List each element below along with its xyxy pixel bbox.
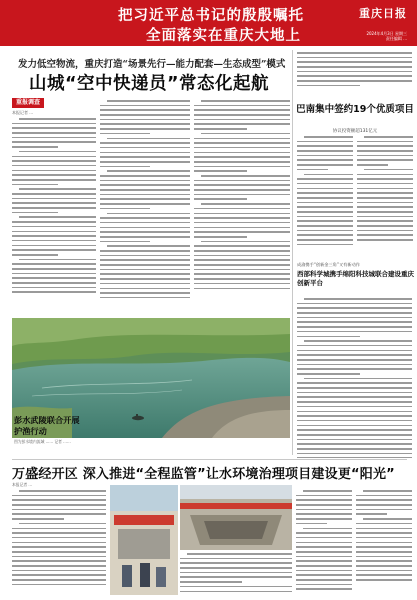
banner-slogan-line2: 全面落实在重庆大地上: [146, 27, 301, 44]
construction-site-image: [110, 485, 178, 595]
bottom-body-col-3: [296, 490, 352, 592]
right-body-a: [297, 136, 353, 258]
lead-body-col-2: [100, 100, 190, 314]
masthead-editor: 责任编辑 ...: [385, 36, 407, 41]
right-story2-headline: 西部科学城携手绵阳科技城联合建设重庆创新平台: [297, 270, 414, 287]
lead-body-col-3: [194, 100, 290, 314]
right-story2-tag: 成渝携手“创新金三角”又有新动作: [297, 262, 360, 267]
right-headline: 巴南集中签约19个优质项目: [296, 104, 414, 115]
right-body-b: [357, 136, 413, 258]
right-story2-body: [297, 298, 412, 458]
lead-headline: 山城“空中快递员”常态化起航: [28, 74, 269, 94]
masthead-logo: 重庆日报: [359, 7, 407, 20]
sidebar-headline: [14, 415, 84, 436]
lead-byline: 本报记者 ...: [12, 110, 34, 115]
trench-site-image: [180, 485, 292, 550]
top-banner: [0, 0, 417, 46]
lead-badge: 重报调查: [12, 98, 44, 108]
lead-kicker: 发力低空物流，重庆打造“场景先行—能力配套—生态成型”模式: [18, 59, 286, 70]
bottom-body-col-1: [12, 490, 106, 592]
section-divider: [12, 459, 407, 460]
bottom-body-col-4: [356, 490, 412, 592]
masthead: [359, 5, 407, 41]
banner-slogan-line1: 把习近平总书记的殷殷嘱托: [118, 7, 304, 24]
construction-photo-1: [110, 485, 178, 595]
column-divider: [292, 50, 293, 455]
right-subhead: 协议投资额超131亿元: [332, 129, 378, 134]
construction-photo-2: [180, 485, 292, 550]
bottom-headline: 万盛经开区 深入推进“全程监管”让水环境治理项目建设更“阳光”: [12, 467, 395, 482]
lead-body-col-1: [12, 118, 96, 314]
photo-caption: 图为彭水境内流域 …… 记者 ……: [14, 439, 71, 444]
right-top-text: [297, 52, 412, 100]
bottom-byline: 本报记者 ...: [12, 482, 33, 487]
sidebar-headline-text: 彭水武陵联合开展护渔行动: [14, 415, 80, 436]
masthead-date: 2024年4月3日 星期三: [366, 31, 407, 36]
bottom-body-col-2: [180, 553, 292, 593]
